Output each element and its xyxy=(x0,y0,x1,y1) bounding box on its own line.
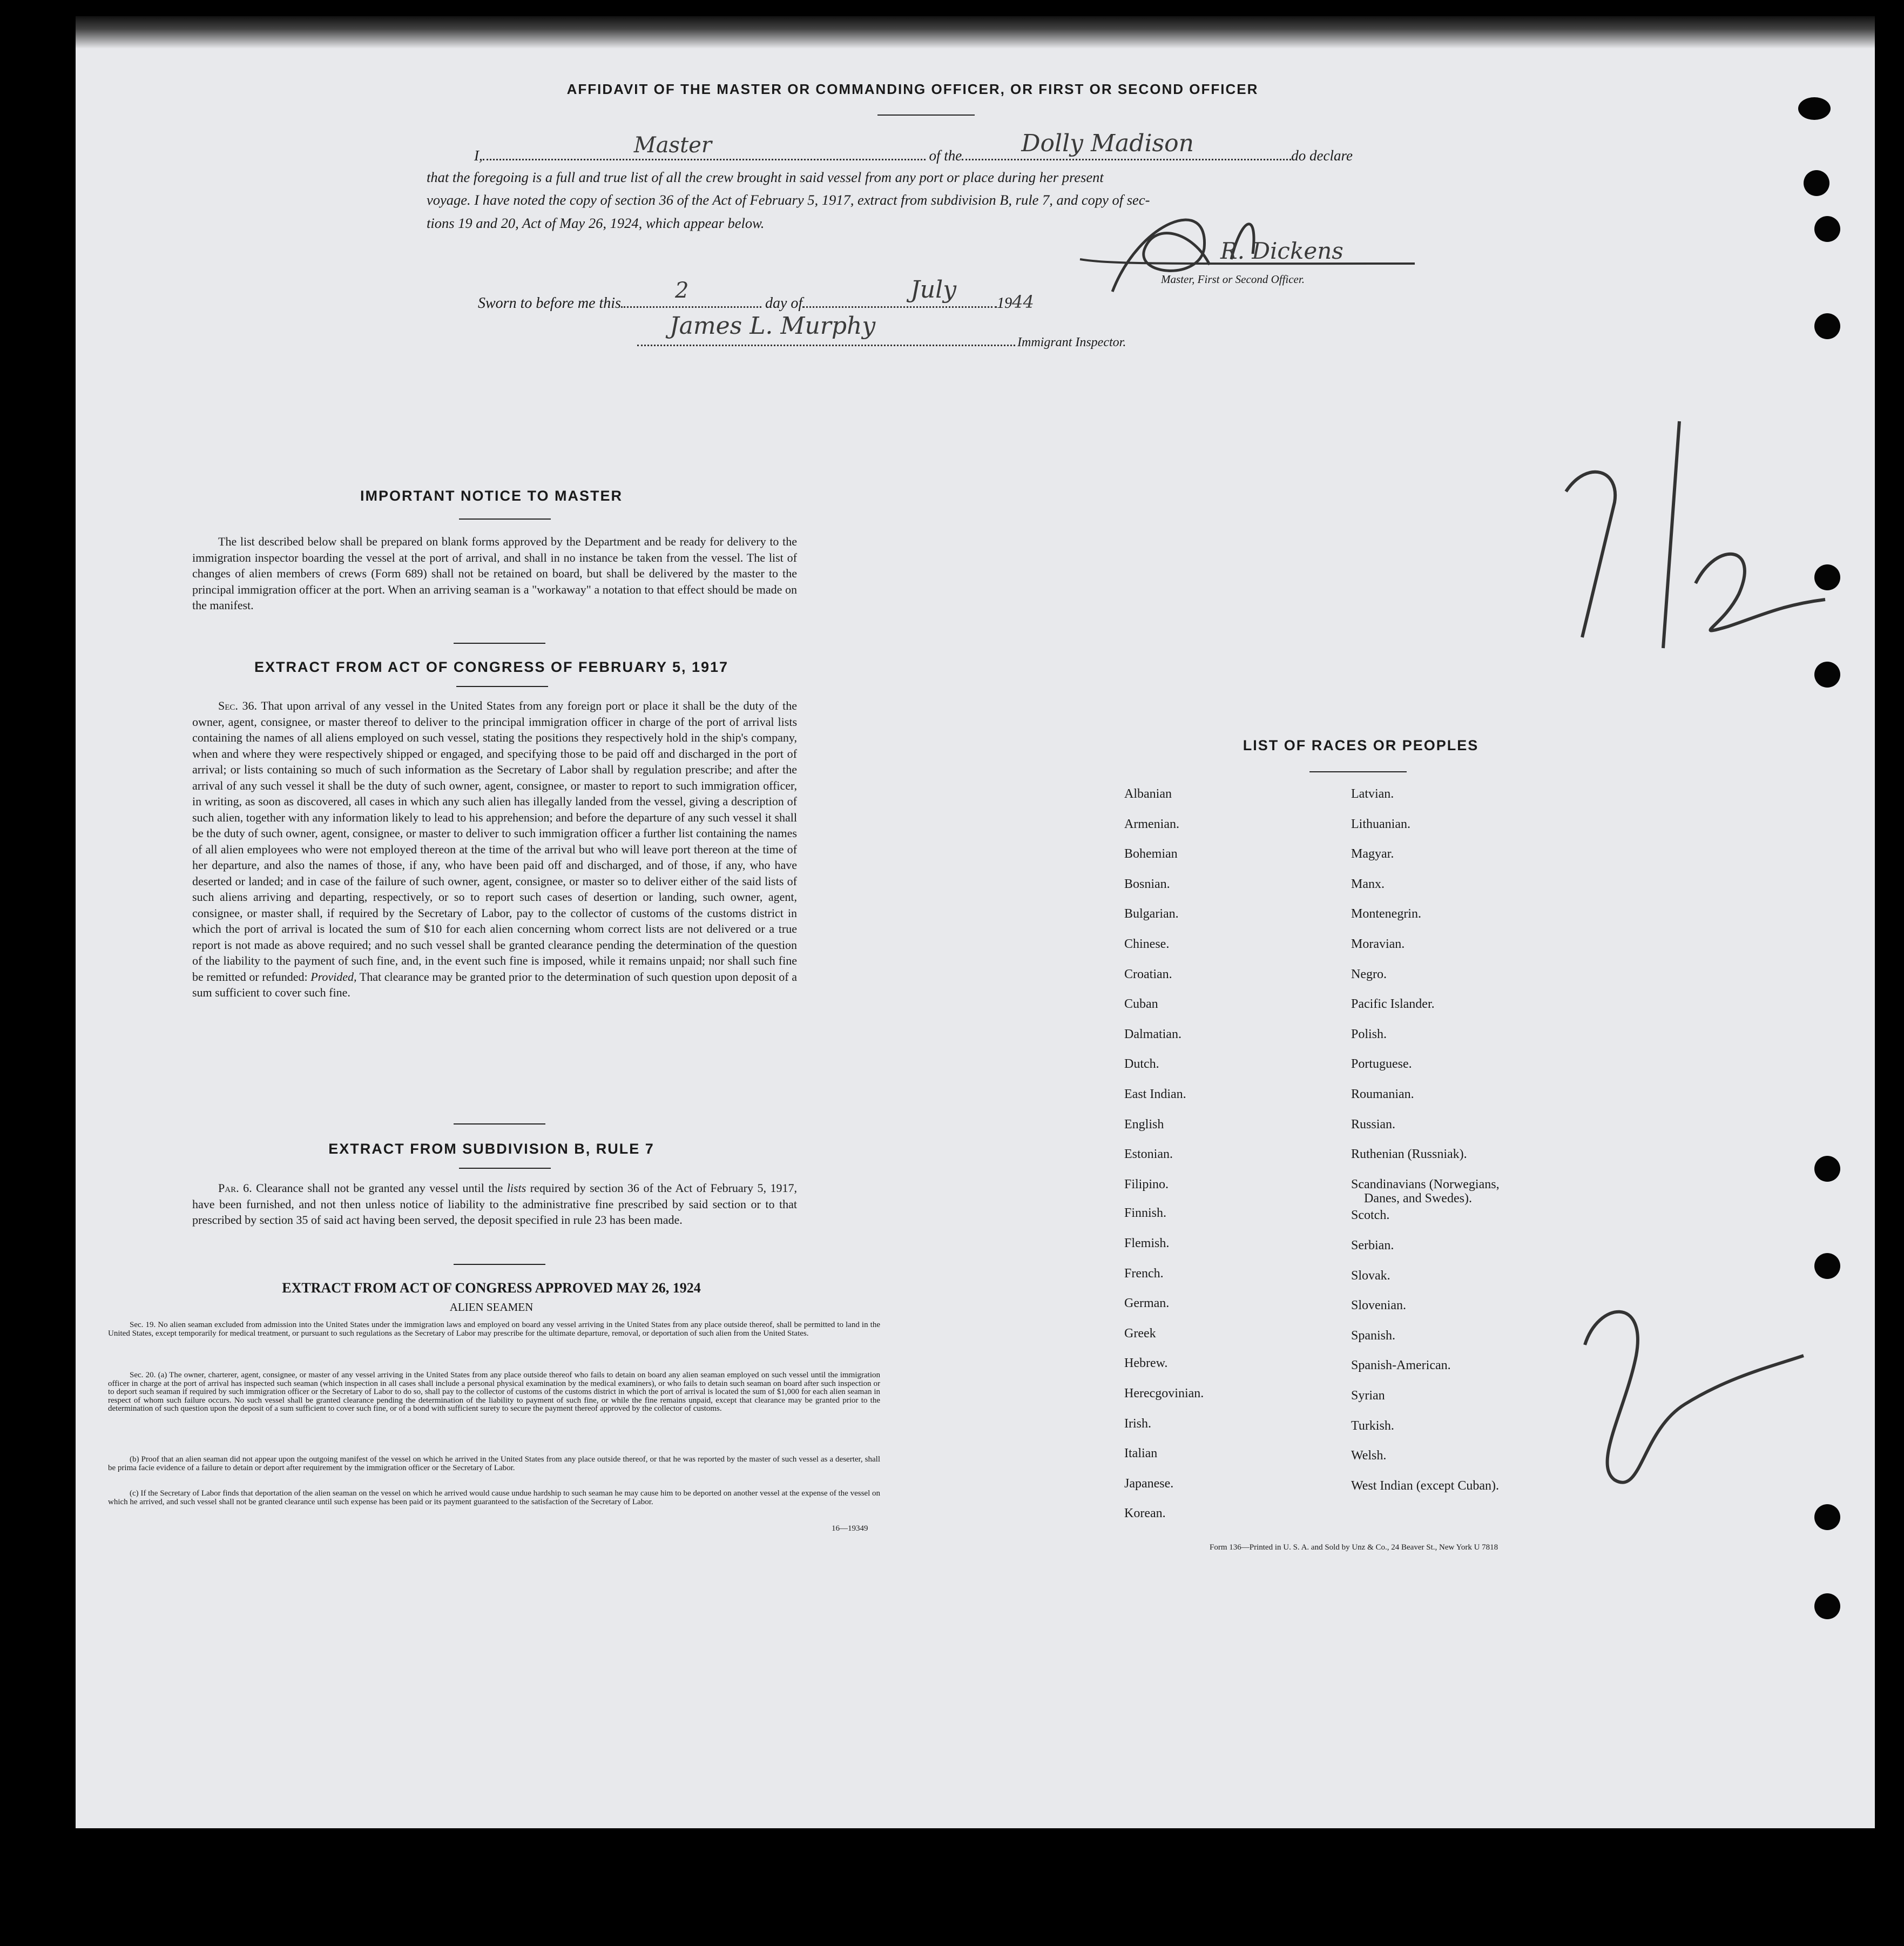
race-item: Ruthenian (Russniak). xyxy=(1351,1147,1467,1162)
race-item: Hebrew. xyxy=(1124,1356,1168,1371)
sec19-text: Sec. 19. No alien seaman excluded from admission into the United States under the immigration laws and employed on board any vessel arriving in the United States from any place outside thereof, shall be permitted to land in the United States, except temporarily for medical treatment, or pursuant to such regulations as the Secretary of Labor may prescribe for the ultimate departure, removal, or deportation of such alien from the United States. xyxy=(108,1321,880,1338)
punch-hole xyxy=(1804,170,1829,196)
race-item: Finnish. xyxy=(1124,1206,1167,1221)
race-item: Moravian. xyxy=(1351,937,1405,951)
race-item: Slovenian. xyxy=(1351,1298,1406,1313)
day-of-label: day of xyxy=(765,295,803,312)
day-handwriting: 2 xyxy=(674,278,689,303)
section-number: Sec. 36. xyxy=(218,699,257,712)
race-item: West Indian (except Cuban). xyxy=(1351,1478,1499,1493)
race-item: Italian xyxy=(1124,1446,1158,1461)
race-item: Bosnian. xyxy=(1124,877,1170,891)
race-item: Japanese. xyxy=(1124,1476,1174,1491)
race-item: English xyxy=(1124,1117,1164,1132)
sec20c-text: (c) If the Secretary of Labor finds that deportation of the alien seaman on the vessel on which he arrived would cause undue hardship to such seaman he may cause him to be deported on another vessel at the expense of the vessel on which he arrived, and such vessel shall not be granted clearance until such expense has been paid or its payment guaranteed to the satisfaction of the Secretary of Labor. xyxy=(108,1489,880,1506)
divider xyxy=(877,115,975,116)
notice-body: The list described below shall be prepared on blank forms approved by the Department and be ready for delivery to the immigration inspector boarding the vessel at the port of arrival, and shall in no instance be taken from the vessel. The list of changes of alien members of crews (Form 689) shall not be retained on board, but shall be delivered by the master to the principal immigration officer at the port. When an arriving seaman is a "workaway" a notation to that effect should be made on the manifest. xyxy=(192,535,797,612)
race-item: Scotch. xyxy=(1351,1208,1390,1223)
race-item: Negro. xyxy=(1351,967,1387,981)
race-item: Turkish. xyxy=(1351,1418,1394,1433)
month-field xyxy=(802,276,997,308)
race-item: Scandinavians (Norwegians, xyxy=(1351,1177,1500,1191)
race-item: Herecgovinian. xyxy=(1124,1386,1204,1400)
extract-1917-heading: EXTRACT FROM ACT OF CONGRESS OF FEBRUARY 5, 1917 xyxy=(254,659,729,675)
race-item: Korean. xyxy=(1124,1506,1166,1521)
rule7-text-b: required by section 36 of the Act of February 5, 1917, have been furnished, and not then unless notice of liability to the administrative fine prescribed by said section or to that prescribed by section 35 of said act having been served, the deposit specified in rule 23 has been made. xyxy=(192,1181,798,1227)
form-code: 16—19349 xyxy=(832,1524,868,1533)
race-item: Bulgarian. xyxy=(1124,907,1179,921)
sec20-text: Sec. 20. (a) The owner, charterer, agent, consignee, or master of any vessel arriving in the United States from any place outside thereof who fails to detain on board any alien seaman employed on such vessel until the immigration officer in charge at the port of arrival has inspected such seaman (which inspection in all cases shall include a personal physical examination by the medical examiners), or who fails to detain such seaman on board after such inspection or to deport such seaman if required by such immigration officer or the Secretary of Labor to do so, shall pay to the collector of customs of the customs district in which the port of arrival is located the sum of $1,000 for each alien seaman in respect of whom such failure occurs. No such vessel shall be granted clearance pending the determination of the liability to payment of such fine, or while the fine remains unpaid, except that clearance may be granted prior to the determination of such question upon the deposit of a sum sufficient to cover such fine, or of a bond with sufficient surety to secure the payment thereof approved by the collector of customs. xyxy=(108,1371,880,1413)
affidavit-title: AFFIDAVIT OF THE MASTER OR COMMANDING OFFICER, OR FIRST OR SECOND OFFICER xyxy=(566,81,1259,97)
paragraph-number: Par. 6. xyxy=(218,1181,252,1195)
sec20b-text: (b) Proof that an alien seaman did not appear upon the outgoing manifest of the vessel on which he arrived in the United States from any place outside thereof, or that he was reported by the master of such vessel as a deserter, shall be prima facie evidence of a failure to detain or deport after requirement by the immigration officer or the Secretary of Labor. xyxy=(108,1455,880,1472)
divider xyxy=(454,1264,545,1265)
race-item: Dutch. xyxy=(1124,1057,1159,1072)
race-item: Filipino. xyxy=(1124,1177,1169,1191)
race-item: Pacific Islander. xyxy=(1351,997,1435,1012)
punch-hole xyxy=(1814,1504,1840,1530)
handwritten-page-fraction xyxy=(1555,410,1836,670)
punch-hole xyxy=(1814,1253,1840,1279)
race-item: Armenian. xyxy=(1124,817,1179,831)
section-text: That upon arrival of any vessel in the United States from any foreign port or place it shall be the duty of the owner, agent, consignee, or master thereof to deliver to the principal immigration officer in charge of the port of arrival lists containing the names of all aliens employed on such vessel, stating the positions they respectively hold in the ship's company, when and where they were respectively shipped or engaged, and specifying those to be paid off and discharged in the port of arrival; or lists containing so much of such information as the Secretary of Labor shall by regulation prescribe; and after the arrival of any such vessel it shall be the duty of such owner, agent, consignee, or master to report to such immigration officer, in writing, as soon as discovered, all cases in which any such alien has illegally landed from the vessel, giving a description of such alien, together with any information likely to lead to his apprehension; and before the departure of any such vessel it shall be the duty of such owner, agent, consignee, or master to deliver to such immigration officer a further list containing the names of all alien employees who were not employed thereon at the time of the arrival but who will leave port thereon at the time of her departure, and also the names of those, if any, who have been paid off and discharged, and of those, if any, who have deserted or landed; and in case of the failure of such owner, agent, consignee, or master so to deliver either of the said lists of such aliens arriving and departing, respectively, or so to report such cases of desertion or landing, such owner, agent, consignee, or master shall, if required by the Secretary of Labor, pay to the collector of customs of the customs district in which the port of arrival is located the sum of $10 for each alien concerning whom correct lists are not delivered or a true report is not made as above required; and no such vessel shall be granted clearance pending the determination of the question of the liability to the payment of such fine, and, in the event such fine is imposed, while it remains unpaid; nor shall such fine be remitted or refunded: xyxy=(192,699,797,984)
affidavit-line-1 xyxy=(474,130,1446,164)
sworn-label: Sworn to before me this xyxy=(478,295,621,312)
torn-top-edge xyxy=(76,16,1875,49)
race-item: Magyar. xyxy=(1351,847,1394,861)
alien-seamen-subheading: ALIEN SEAMEN xyxy=(449,1301,534,1314)
race-item: German. xyxy=(1124,1296,1170,1311)
year-handwriting: 44 xyxy=(1012,292,1034,312)
race-item: Croatian. xyxy=(1124,967,1172,981)
divider xyxy=(459,519,551,520)
race-item: Welsh. xyxy=(1351,1449,1387,1463)
race-item: Manx. xyxy=(1351,877,1385,891)
vessel-handwriting: Dolly Madison xyxy=(1021,130,1194,157)
signature-caption: Master, First or Second Officer. xyxy=(1161,273,1305,286)
extract-1917-body xyxy=(192,698,797,1001)
race-item: Montenegrin. xyxy=(1351,907,1421,921)
race-item: Latvian. xyxy=(1351,787,1394,801)
extract-rule7-heading: EXTRACT FROM SUBDIVISION B, RULE 7 xyxy=(328,1141,654,1157)
extract-rule7-body xyxy=(192,1180,797,1228)
signature-text: R. Dickens xyxy=(1220,238,1343,264)
race-item: Lithuanian. xyxy=(1351,817,1410,831)
rule7-text-a: Clearance shall not be granted any vessel until the xyxy=(256,1181,503,1195)
inspector-line xyxy=(637,312,1126,350)
divider xyxy=(454,643,545,644)
rank-field xyxy=(483,133,926,160)
provided-word: Provided, xyxy=(310,969,357,984)
punch-hole xyxy=(1814,216,1840,242)
divider xyxy=(1309,771,1407,772)
race-item: Russian. xyxy=(1351,1117,1396,1132)
race-item: Danes, and Swedes). xyxy=(1364,1191,1472,1206)
race-item: Dalmatian. xyxy=(1124,1027,1181,1041)
lists-word: lists xyxy=(507,1181,526,1195)
race-item: Bohemian xyxy=(1124,847,1178,861)
affidavit-line-3: voyage. I have noted the copy of section 36 of the Act of February 5, 1917, extract from subdivision B, rule 7, and copy of sec- xyxy=(427,192,1150,208)
notice-heading: IMPORTANT NOTICE TO MASTER xyxy=(360,488,623,504)
race-item: Spanish. xyxy=(1351,1328,1396,1343)
affidavit-i-label: I, xyxy=(474,147,483,164)
inspector-caption: Immigrant Inspector. xyxy=(1017,335,1126,349)
race-item: Serbian. xyxy=(1351,1238,1394,1253)
race-item: Roumanian. xyxy=(1351,1087,1414,1101)
affidavit-line-2: that the foregoing is a full and true list of all the crew brought in said vessel from any port or place during her present xyxy=(427,169,1104,185)
page-number-text xyxy=(0,0,1,1)
race-item: Estonian. xyxy=(1124,1147,1173,1162)
race-item: Slovak. xyxy=(1351,1268,1390,1283)
race-item: Flemish. xyxy=(1124,1236,1170,1250)
race-item: Syrian xyxy=(1351,1389,1385,1403)
inspector-field xyxy=(637,312,1015,346)
form-footer: Form 136—Printed in U. S. A. and Sold by Unz & Co., 24 Beaver St., New York U 7818 xyxy=(1210,1543,1498,1552)
punch-hole xyxy=(1798,97,1831,120)
vessel-field xyxy=(962,130,1291,160)
divider xyxy=(454,1123,545,1124)
race-item: French. xyxy=(1124,1266,1164,1281)
year-prefix: 19 xyxy=(997,295,1012,312)
do-declare-label: do declare xyxy=(1291,147,1353,164)
handwritten-page-number xyxy=(1577,1291,1814,1496)
race-item: Irish. xyxy=(1124,1416,1151,1431)
race-item: Spanish-American. xyxy=(1351,1358,1451,1373)
rank-handwriting: Master xyxy=(633,133,712,158)
punch-hole xyxy=(1814,313,1840,339)
inspector-handwriting: James L. Murphy xyxy=(670,312,876,340)
punch-hole xyxy=(1814,1593,1840,1619)
race-item: Portuguese. xyxy=(1351,1057,1412,1072)
extract-1924-heading: EXTRACT FROM ACT OF CONGRESS APPROVED MAY 26, 1924 xyxy=(282,1280,701,1296)
of-the-label: of the xyxy=(929,147,962,164)
section-text-end: That clearance may be granted prior to the determination of such question upon deposit of a sum sufficient to cover such fine. xyxy=(192,969,797,999)
race-item: Chinese. xyxy=(1124,937,1170,951)
punch-hole xyxy=(1814,1156,1840,1182)
race-item: East Indian. xyxy=(1124,1087,1186,1101)
race-item: Greek xyxy=(1124,1326,1156,1341)
races-heading: LIST OF RACES OR PEOPLES xyxy=(1243,737,1479,753)
affidavit-line-4: tions 19 and 20, Act of May 26, 1924, which appear below. xyxy=(427,215,765,231)
race-item: Cuban xyxy=(1124,997,1158,1012)
month-handwriting: July xyxy=(910,276,957,304)
divider xyxy=(456,686,548,687)
race-item: Polish. xyxy=(1351,1027,1387,1041)
divider xyxy=(459,1168,551,1169)
day-field xyxy=(621,278,761,308)
race-item: Albanian xyxy=(1124,787,1172,801)
sworn-line xyxy=(478,276,1034,312)
